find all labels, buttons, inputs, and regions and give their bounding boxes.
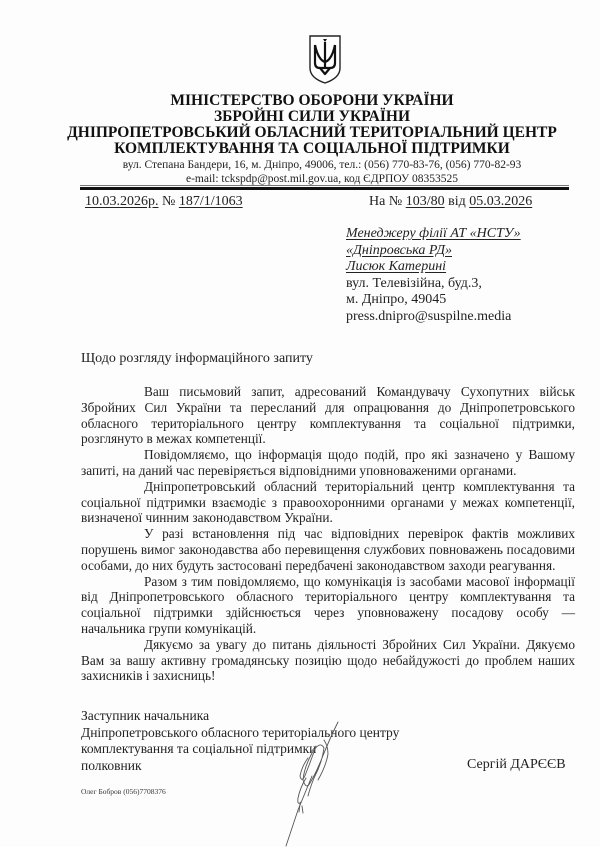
signatory-org-cont: комплектування та соціальної підтримки xyxy=(81,741,317,756)
incoming-reference xyxy=(369,193,532,211)
handwritten-signature-icon xyxy=(270,718,350,847)
letterhead-armed-forces: ЗБРОЙНІ СИЛИ УКРАЇНИ xyxy=(213,108,411,125)
trident-coat-of-arms-icon xyxy=(308,34,342,84)
signatory-name: Сергій ДАРЄЄВ xyxy=(467,757,566,772)
letterhead-divider-thin xyxy=(80,185,569,186)
letterhead-address: вул. Степана Бандери, 16, м. Дніпро, 49006, тел.: (056) 770-83-76, (056) 770-82-93 xyxy=(122,159,522,171)
executor-contact: Олег Бобров (056)7708376 xyxy=(81,787,166,796)
body-paragraph: Дніпропетровський обласний територіальний центр комплектування та соціальної підтримки взаємодіє з правоохоронними органами у межах компетенції, визначеної чинним законодавством України. xyxy=(81,478,575,526)
body-paragraph: Дякуємо за увагу до питань діяльності Збройних Сил України. Дякуємо Вам за вашу активну громадянську позицію щодо небайдужості до проблем наших захисників і захисниць! xyxy=(81,636,575,684)
reply-number: 103/80 xyxy=(405,194,445,209)
body-paragraph: Повідомляємо, що інформація щодо подій, про які зазначено у Вашому запиті, на даний час перевіряється відповідними уповноваженими органами. xyxy=(81,447,575,478)
number-sign: № xyxy=(162,194,176,209)
signatory-title: Заступник начальника xyxy=(81,708,210,723)
letterhead-center-name: ДНІПРОПЕТРОВСЬКИЙ ОБЛАСНИЙ ТЕРИТОРІАЛЬНИЙ ЦЕНТР xyxy=(67,124,557,141)
reply-date: 05.03.2026 xyxy=(469,194,533,209)
reply-from: від xyxy=(448,194,466,209)
signatory-rank: полковник xyxy=(81,757,142,773)
body-paragraph: Разом з тим повідомляємо, що комунікація із засобами масової інформації від Дніпропетровського обласного територіального центру комплектування та соціальної підтримки здійснюється через уповноважену посадову особу — начальника групи комунікацій. xyxy=(81,573,575,636)
letter-body xyxy=(81,384,575,684)
addressee-position: Менеджеру філії АТ «НСТУ» xyxy=(346,226,521,241)
signatory-position xyxy=(81,708,399,774)
addressee-branch: «Дніпровська РД» xyxy=(346,242,452,258)
body-paragraph: У разі встановлення під час відповідних перевірок фактів можливих порушень вимог законодавства або перевищення службових повноважень посадовими особами, до них будуть застосовані передбачені законодавством заходи реагування. xyxy=(81,526,575,573)
outgoing-reference xyxy=(85,193,243,211)
letterhead-email: e-mail: tckspdp@post.mil.gov.ua, код ЄДРПОУ 08353525 xyxy=(185,173,458,185)
addressee-name: Лисюк Катерині xyxy=(346,259,447,274)
body-paragraph: Ваш письмовий запит, адресований Командувачу Сухопутних військ Збройних Сил України та пересланий для опрацювання до Дніпропетровського обласного територіального центру комплектування та соціальної підтримки, розглянуто в межах компетенції. xyxy=(81,384,575,447)
reply-prefix: На № xyxy=(369,194,403,209)
addressee-block xyxy=(346,226,521,325)
letterhead-ministry: МІНІСТЕРСТВО ОБОРОНИ УКРАЇНИ xyxy=(170,92,454,109)
letterhead-divider xyxy=(80,187,569,190)
addressee-street: вул. Телевізійна, буд.3, xyxy=(346,275,482,291)
outgoing-date: 10.03.2026р. xyxy=(85,194,159,209)
addressee-email: press.dnipro@suspilne.media xyxy=(346,308,512,324)
addressee-city: м. Дніпро, 49045 xyxy=(346,292,447,307)
letter-subject: Щодо розгляду інформаційного запиту xyxy=(81,351,313,366)
letterhead-center-name-cont: КОМПЛЕКТУВАННЯ ТА СОЦІАЛЬНОЇ ПІДТРИМКИ xyxy=(114,140,510,157)
signatory-org: Дніпропетровського обласного територіального центру xyxy=(81,724,400,740)
outgoing-number: 187/1/1063 xyxy=(178,194,243,209)
